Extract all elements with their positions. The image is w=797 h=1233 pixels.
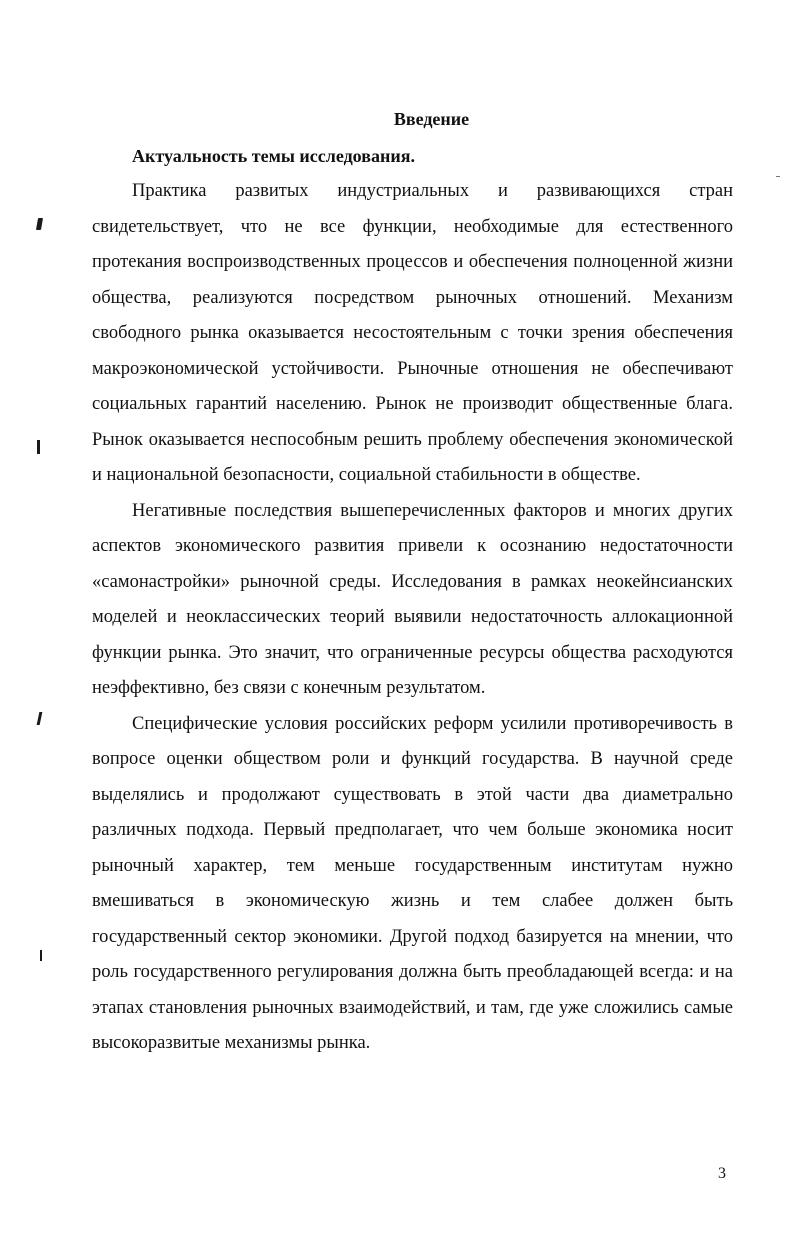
scan-speck — [776, 176, 780, 177]
body-text — [92, 174, 733, 1062]
paragraph-1: Практика развитых индустриальных и развивающихся стран свидетельствует, что не все функции, необходимые для естественного протекания воспроизводственных процессов и обеспечения полноценной жизни общества, реализуются посредством рыночных отношений. Механизм свободного рынка оказывается несостоятельным с точки зрения обеспечения макроэкономической устойчивости. Рыночные отношения не обеспечивают социальных гарантий населению. Рынок не производит общественные блага. Рынок оказывается неспособным решить проблему обеспечения экономической и национальной безопасности, социальной стабильности в обществе. — [92, 181, 733, 485]
scan-binding-mark — [40, 950, 42, 961]
scan-binding-mark — [37, 440, 40, 454]
paragraph-3: Специфические условия российских реформ усилили противоречивость в вопросе оценки обществом роли и функций государства. В научной среде выделялись и продолжают существовать в этой части два диаметрально различных подхода. Первый предполагает, что чем больше экономика носит рыночный характер, тем меньше государственным институтам нужно вмешиваться в экономическую жизнь и тем слабее должен быть государственный сектор экономики. Другой подход базируется на мнении, что роль государственного регулирования должна быть преобладающей всегда: и на этапах становления рыночных взаимодействий, и там, где уже сложились самые высокоразвитые механизмы рынка. — [92, 713, 733, 1053]
section-heading: Актуальность темы исследования. — [132, 146, 415, 166]
page-title: Введение — [393, 109, 470, 129]
scan-binding-mark — [37, 712, 43, 725]
paragraph-2: Негативные последствия вышеперечисленных факторов и многих других аспектов экономического развития привели к осознанию недостаточности «самонастройки» рыночной среды. Исследования в рамках неокейнсианских моделей и неоклассических теорий выявили недостаточность аллокационной функции рынка. Это значит, что ограниченные ресурсы общества расходуются неэффективно, без связи с конечным результатом. — [92, 500, 733, 698]
page-number: 3 — [718, 1165, 726, 1182]
scan-binding-mark — [36, 218, 43, 230]
